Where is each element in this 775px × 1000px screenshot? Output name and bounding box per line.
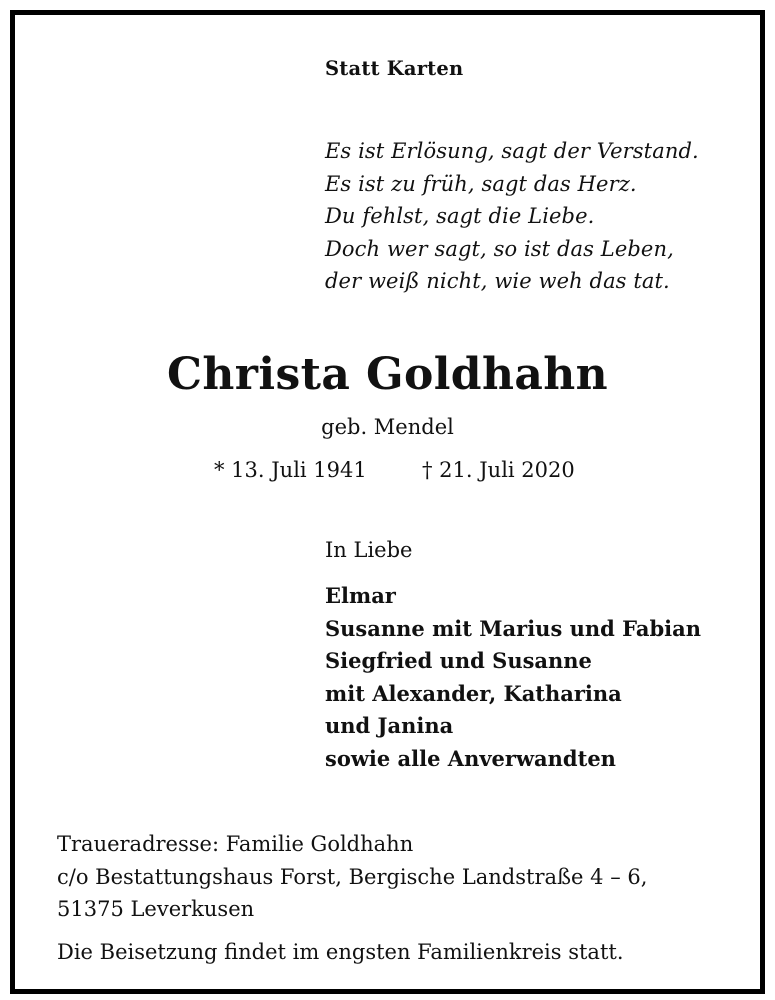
heading-statt-karten: Statt Karten (325, 57, 464, 80)
mourners-intro: In Liebe (325, 538, 413, 562)
mourner-line: sowie alle Anverwandten (325, 745, 616, 771)
poem-line: Es ist zu früh, sagt das Herz. (325, 171, 637, 196)
address-line: Traueradresse: Familie Goldhahn (57, 832, 414, 856)
mourning-address (57, 828, 647, 926)
maiden-name: geb. Mendel (321, 415, 454, 439)
poem-line: Du fehlst, sagt die Liebe. (325, 204, 595, 228)
mourners-list (325, 580, 701, 775)
birth-date: * 13. Juli 1941 (214, 458, 367, 482)
deceased-name: Christa Goldhahn (166, 349, 609, 400)
mourner-line: Elmar (325, 583, 396, 608)
mourner-line: und Janina (325, 713, 454, 738)
mourner-line: Siegfried und Susanne (325, 648, 592, 673)
mourner-line: mit Alexander, Katharina (325, 680, 622, 706)
address-line: c/o Bestattungshaus Forst, Bergische Landstraße 4 – 6, (57, 864, 648, 889)
poem-line: Es ist Erlösung, sagt der Verstand. (325, 139, 699, 163)
mourner-line: Susanne mit Marius und Fabian (325, 615, 702, 641)
address-line: 51375 Leverkusen (57, 897, 255, 921)
poem-line: der weiß nicht, wie weh das tat. (325, 269, 670, 293)
obituary-frame (10, 10, 765, 994)
burial-notice: Die Beisetzung findet im engsten Familienkreis statt. (57, 940, 624, 964)
death-date: † 21. Juli 2020 (422, 458, 575, 482)
poem-line: Doch wer sagt, so ist das Leben, (325, 236, 674, 261)
poem (325, 135, 699, 298)
